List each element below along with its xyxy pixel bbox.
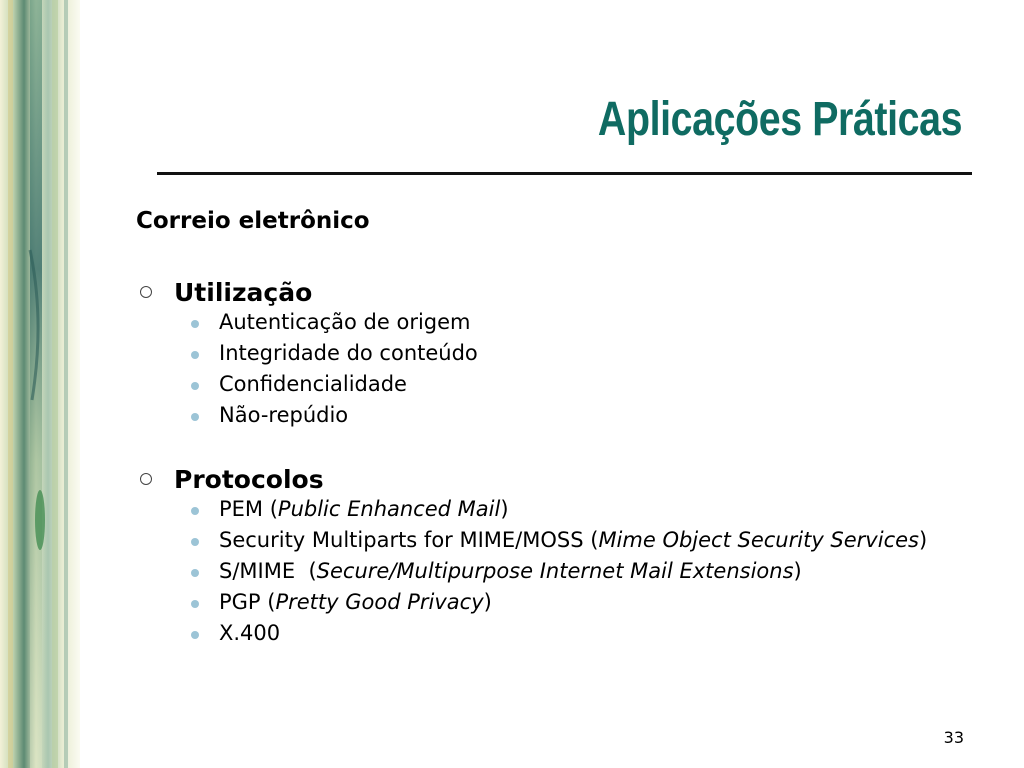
filled-dot-icon	[191, 320, 199, 328]
item-suffix: )	[500, 497, 509, 521]
list-item	[186, 497, 989, 522]
list-item	[186, 341, 989, 366]
filled-dot-icon	[191, 507, 199, 515]
item-text: Autenticação de origem	[219, 310, 471, 334]
item-prefix: Security Multiparts for MIME/MOSS (	[219, 528, 599, 552]
item-text: Integridade do conteúdo	[219, 341, 478, 365]
item-italic: Secure/Multipurpose Internet Mail Extensions	[316, 559, 794, 583]
list-item	[186, 310, 989, 335]
filled-dot-icon	[191, 538, 199, 546]
group-protocolos	[136, 463, 989, 652]
item-prefix: PGP (	[219, 590, 276, 614]
item-italic: Pretty Good Privacy	[275, 590, 484, 614]
side-decoration-image	[0, 0, 80, 768]
filled-dot-icon	[191, 631, 199, 639]
slide-number: 33	[943, 728, 964, 747]
list-item	[186, 621, 989, 646]
group-label: Utilização	[174, 277, 313, 307]
item-text: Não-repúdio	[219, 403, 349, 427]
filled-dot-icon	[191, 413, 199, 421]
list-item	[186, 403, 989, 428]
filled-dot-icon	[191, 600, 199, 608]
list-item	[186, 559, 989, 584]
group-utilizacao	[136, 276, 989, 434]
item-prefix: S/MIME (	[219, 559, 317, 583]
item-italic: Public Enhanced Mail	[277, 497, 501, 521]
hollow-circle-icon	[140, 286, 152, 298]
item-prefix: PEM (	[219, 497, 278, 521]
item-suffix: )	[483, 590, 492, 614]
item-suffix: )	[918, 528, 928, 552]
list-item	[186, 528, 989, 553]
page-title: Aplicações Práticas	[597, 93, 962, 146]
item-suffix: )	[793, 559, 802, 583]
section-heading: Correio eletrônico	[136, 208, 370, 234]
group-label: Protocolos	[174, 464, 324, 494]
list-item	[186, 372, 989, 397]
item-text: Confidencialidade	[219, 372, 407, 396]
filled-dot-icon	[191, 569, 199, 577]
title-divider	[157, 172, 972, 175]
item-text: X.400	[219, 621, 281, 645]
hollow-circle-icon	[140, 473, 152, 485]
filled-dot-icon	[191, 351, 199, 359]
item-italic: Mime Object Security Services	[598, 528, 919, 552]
list-item	[186, 590, 989, 615]
filled-dot-icon	[191, 382, 199, 390]
